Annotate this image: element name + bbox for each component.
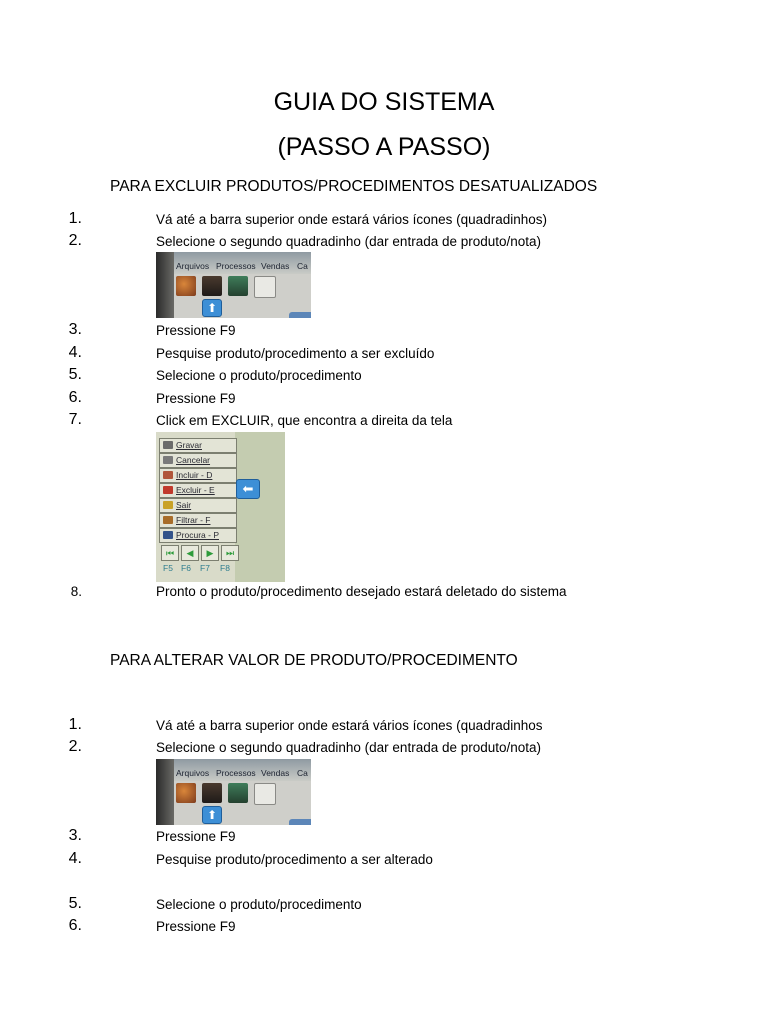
screenshot-menu-item-label: Sair [176, 500, 192, 510]
filter-icon [163, 516, 173, 524]
step-number: 3. [68, 827, 82, 844]
ear-icon [254, 276, 276, 298]
screenshot-menu-item [159, 468, 237, 483]
step-number: 3. [68, 321, 82, 338]
screenshot-menu-item [159, 438, 237, 453]
step-text: Pressione F9 [156, 829, 236, 844]
screenshot-menu-label: Arquivos [176, 261, 210, 271]
step-number: 5. [68, 895, 82, 912]
screenshot-menu-item [159, 453, 237, 468]
list-item [0, 895, 700, 917]
cash-register-icon [228, 783, 248, 803]
screenshot-menu-item [159, 528, 237, 543]
screenshot-panel [235, 432, 285, 582]
previous-record-icon: ◀ [181, 545, 199, 561]
box-icon [202, 276, 222, 296]
fkey-label: F5 [163, 563, 173, 573]
section-heading-excluir: PARA EXCLUIR PRODUTOS/PROCEDIMENTOS DESATUALIZADOS [110, 178, 598, 195]
list-item [0, 344, 700, 366]
list-item [0, 411, 700, 433]
document-subtitle: (PASSO A PASSO) [277, 133, 491, 161]
ear-icon [254, 783, 276, 805]
screenshot-menu-label: Arquivos [176, 768, 210, 778]
step-number: 4. [68, 344, 82, 361]
section-heading-alterar: PARA ALTERAR VALOR DE PRODUTO/PROCEDIMENTO [110, 652, 518, 669]
screenshot-menu-item-label: Excluir - E [176, 485, 215, 495]
step-text: Pressione F9 [156, 323, 236, 338]
people-icon [176, 276, 196, 296]
cash-register-icon [228, 276, 248, 296]
fkey-label: F6 [181, 563, 191, 573]
step-number: 4. [68, 850, 82, 867]
screenshot-scroll [289, 312, 311, 318]
last-record-icon: ⏭ [221, 545, 239, 561]
screenshot-menu-item-label: Incluir - D [176, 470, 213, 480]
fkey-label: F8 [220, 563, 230, 573]
toolbar-screenshot [156, 759, 311, 825]
step-text: Pressione F9 [156, 919, 236, 934]
next-record-icon: ▶ [201, 545, 219, 561]
door-icon [163, 501, 173, 509]
cancel-icon [163, 456, 173, 464]
list-item [0, 582, 700, 604]
list-item [0, 738, 700, 760]
screenshot-menu-item-label: Cancelar [176, 455, 211, 465]
step-text: Selecione o produto/procedimento [156, 897, 362, 912]
pencil-icon [163, 471, 173, 479]
step-text: Selecione o segundo quadradinho (dar entrada de produto/nota) [156, 740, 542, 755]
screenshot-menu-label: Ca [297, 768, 308, 778]
list-item [0, 366, 700, 388]
step-text: Selecione o segundo quadradinho (dar entrada de produto/nota) [156, 234, 542, 249]
screenshot-menu-item-label: Procura - P [176, 530, 219, 540]
list-item [0, 716, 700, 738]
step-number: 2. [68, 232, 82, 249]
step-number: 1. [68, 210, 82, 227]
step-number: 6. [68, 917, 82, 934]
step-number: 1. [68, 716, 82, 733]
toolbar-screenshot [156, 252, 311, 318]
step-text: Selecione o produto/procedimento [156, 368, 362, 383]
list-item [0, 210, 700, 232]
disk-icon [163, 441, 173, 449]
up-arrow-icon: ⬆ [202, 299, 222, 317]
screenshot-menu-label: Processos [216, 768, 256, 778]
step-text: Pronto o produto/procedimento desejado estará deletado do sistema [156, 584, 567, 599]
menu-screenshot [156, 432, 285, 582]
step-text: Pesquise produto/procedimento a ser alterado [156, 852, 433, 867]
step-text: Pesquise produto/procedimento a ser excluído [156, 346, 435, 361]
document-title: GUIA DO SISTEMA [273, 88, 495, 116]
screenshot-menu-label: Vendas [261, 261, 290, 271]
step-text: Vá até a barra superior onde estará vários ícones (quadradinhos [156, 718, 543, 733]
screenshot-menubar [156, 252, 311, 274]
list-item [0, 827, 700, 849]
binoculars-icon [163, 531, 173, 539]
first-record-icon: ⏮ [161, 545, 179, 561]
box-icon [202, 783, 222, 803]
list-item [0, 389, 700, 411]
list-item [0, 917, 700, 939]
screenshot-menu-item [159, 513, 237, 528]
step-number: 2. [68, 738, 82, 755]
screenshot-menu-label: Ca [297, 261, 308, 271]
screenshot-nav-row [159, 545, 239, 561]
step-number: 5. [68, 366, 82, 383]
people-icon [176, 783, 196, 803]
screenshot-menu-label: Processos [216, 261, 256, 271]
screenshot-menu-item-label: Gravar [176, 440, 202, 450]
screenshot-edge [156, 252, 174, 318]
left-arrow-icon: ⬅ [236, 479, 260, 499]
list-item [0, 232, 700, 254]
delete-icon [163, 486, 173, 494]
screenshot-edge [156, 759, 174, 825]
step-number: 7. [68, 411, 82, 428]
fkey-label: F7 [200, 563, 210, 573]
list-item [0, 850, 700, 872]
step-text: Click em EXCLUIR, que encontra a direita da tela [156, 413, 453, 428]
screenshot-menu-label: Vendas [261, 768, 290, 778]
list-item [0, 321, 700, 343]
step-number: 6. [68, 389, 82, 406]
up-arrow-icon: ⬆ [202, 806, 222, 824]
step-text: Vá até a barra superior onde estará vários ícones (quadradinhos) [156, 212, 547, 227]
step-number: 8. [70, 584, 82, 599]
step-text: Pressione F9 [156, 391, 236, 406]
screenshot-scroll [289, 819, 311, 825]
screenshot-menubar [156, 759, 311, 781]
screenshot-menu-item-label: Filtrar - F [176, 515, 211, 525]
screenshot-menu-item [159, 483, 237, 498]
screenshot-menu-item [159, 498, 237, 513]
